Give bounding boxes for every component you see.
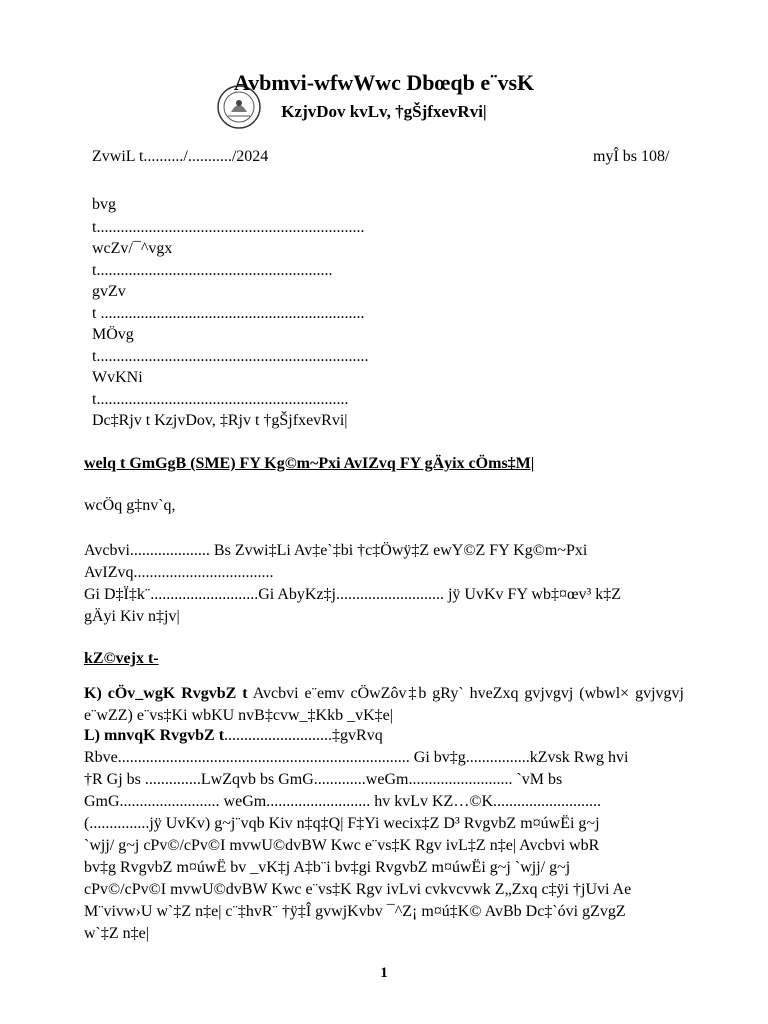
term-k-label: K) cÖv_wgK RvgvbZ t [84, 685, 248, 702]
intro-line-2: AvIZvq................................... [84, 564, 274, 581]
term-l-line-6: `wjj/ g~j cPv©/cPv©I mvwU©dvBW Kwc e¨vs‡K Rgv ivL‡Z n‡e| Avcbvi wbR [84, 837, 600, 854]
term-l-line-3: †R Gj bs ..............LwZqvb bs GmG.............weGm.......................... `vM bs [84, 771, 563, 788]
term-l-label: L) mnvqK RvgvbZ t [84, 727, 225, 744]
address-father-label: wcZv/¯^vgx [92, 240, 173, 257]
address-post-label: WvKNi [92, 369, 143, 386]
address-name-line: t................................................................... [92, 219, 365, 236]
intro-line-3: Gi D‡Ï‡k¨...........................Gi AbyKz‡j........................... jÿ UvKv FY wb‡¤œv³ k‡Z [84, 586, 622, 603]
term-l-line-1 [84, 727, 383, 745]
term-k-paragraph [84, 683, 684, 727]
bank-name-title: Avbmvi-wfwWwc Dbœqb e¨vsK [233, 70, 535, 95]
address-father-line: t........................................................... [92, 262, 333, 279]
term-l-text: ...........................‡gvRvq [224, 727, 383, 744]
page-number: 1 [380, 965, 388, 981]
term-l-line-2: Rbve......................................................................... Gi bv‡g................kZvsk Rwg hvi [84, 749, 629, 766]
address-village-line: t.................................................................... [92, 348, 369, 365]
reference-number: myÎ bs 108/ [593, 148, 670, 165]
address-name-label: bvg [92, 196, 116, 213]
terms-heading: kZ©vejx t- [84, 650, 159, 667]
intro-line-1: Avcbvi.................... Bs Zvwi‡Li Av‡e`‡bi †c‡Öwÿ‡Z ewY©Z FY Kg©m~Pxi [84, 542, 588, 559]
address-mother-line: t .................................................................. [92, 305, 365, 322]
intro-line-4: gÄyi Kiv n‡jv| [84, 608, 180, 625]
term-l-line-7: bv‡g RvgvbZ m¤úwË bv _vK‡j A‡b¨i bv‡gi RvgvbZ m¤úwËi g~j `wjj/ g~j [84, 859, 571, 876]
term-l-line-10: w`‡Z n‡e| [84, 925, 149, 942]
term-l-line-8: cPv©/cPv©I mvwU©dvBW Kwc e¨vs‡K Rgv ivLvi cvkvcvwk Z„Zxq c‡ÿi †jUvi Ae [84, 881, 632, 898]
address-post-line: t............................................................... [92, 391, 349, 408]
term-l-line-5: (...............jÿ UvKv) g~j¨vqb Kiv n‡q‡Q| F‡Yi wecix‡Z D³ RvgvbZ m¤úwËi g~j [84, 815, 600, 832]
salutation: wcÖq g‡nv`q, [84, 497, 176, 514]
term-l-line-4: GmG......................... weGm.......................... hv kvLv KZ…©K........................... [84, 793, 602, 810]
subject-line: welq t GmGgB (SME) FY Kg©m~Pxi AvIZvq FY gÄyix cÖms‡M| [84, 455, 535, 472]
term-l-line-9: M¨vivw›U w`‡Z n‡e| c¨‡hvR¨ †ÿ‡Î gvwjKvbv ¯^Z¡ m¤ú‡K© AvBb Dc‡`óvi gZvgZ [84, 903, 626, 920]
date-field: ZvwiL t........../.........../2024 [92, 148, 269, 165]
address-village-label: MÖvg [92, 326, 134, 343]
branch-subtitle: KzjvDov kvLv, †gŠjfxevRvi| [281, 102, 487, 121]
address-upazila-line: Dc‡Rjv t KzjvDov, ‡Rjv t †gŠjfxevRvi| [92, 412, 348, 429]
term-k-text: Avcbvi e¨emv cÖwZôv‡b gRy` hveZxq gvjvgvj (wbwl× gvjvgvj e¨wZZ) e¨vs‡Ki wbKU nvB‡cvw_‡Kkb _vK‡e| [84, 685, 684, 724]
address-mother-label: gvZv [92, 283, 126, 300]
